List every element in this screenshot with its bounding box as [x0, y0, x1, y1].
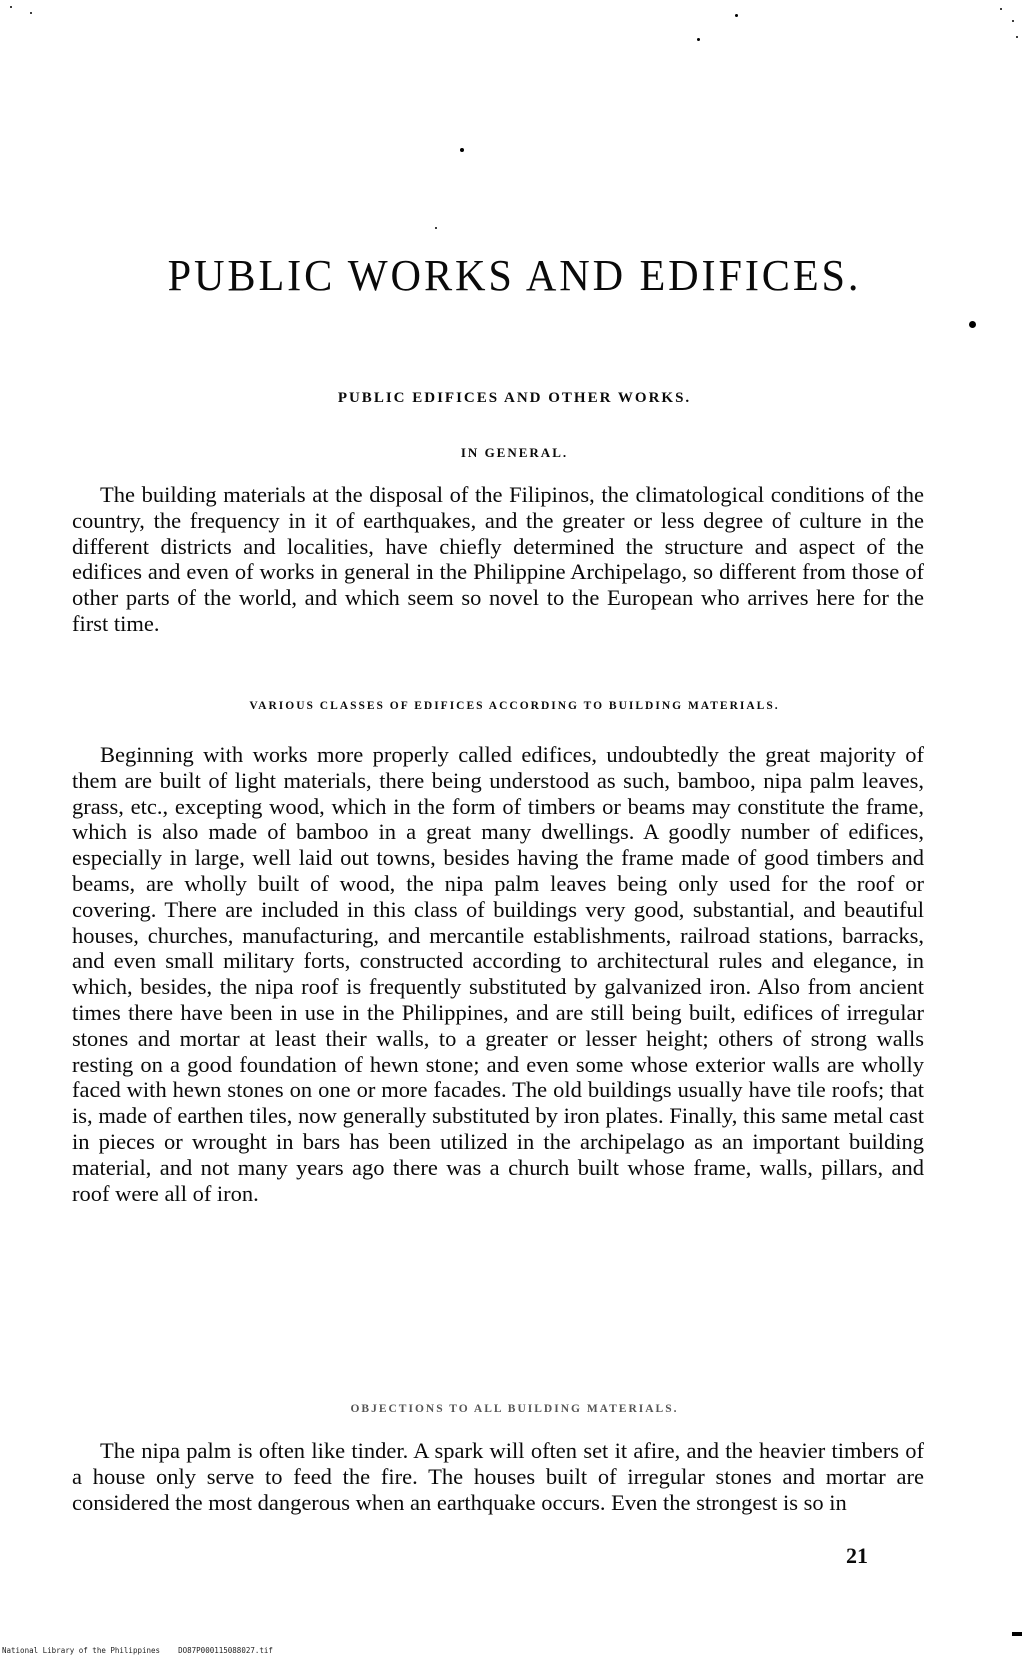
subheading-objections: OBJECTIONS TO ALL BUILDING MATERIALS. [350, 1403, 679, 1415]
scan-edge-mark [1012, 1632, 1022, 1636]
scan-speck [1016, 36, 1018, 38]
scan-speck [460, 148, 464, 152]
scan-speck [697, 38, 700, 41]
scan-speck [30, 12, 32, 14]
page-number: 21 [846, 1543, 868, 1568]
section-title: PUBLIC EDIFICES AND OTHER WORKS. [337, 390, 692, 406]
paragraph: The building materials at the disposal of the Filipinos, the climatological conditions of the country, the frequency in it of earthquakes, and the greater or less degree of culture in the different districts and localities, have chiefly determined the structure and aspect of the edifices and even of works in general in the Philippine Archipelago, so different from those of other parts of the world, and which seem so novel to the European who arrives here for the first time. [72, 482, 924, 636]
page-title: PUBLIC WORKS AND EDIFICES. [167, 251, 862, 300]
scan-speck [435, 227, 437, 229]
subheading-classes-of-edifices: VARIOUS CLASSES OF EDIFICES ACCORDING TO BUILDING MATERIALS. [249, 700, 780, 712]
scan-speck [10, 6, 12, 8]
scan-speck [1000, 8, 1002, 10]
paragraph: The nipa palm is often like tinder. A spark will often set it afire, and the heavier timbers of a house only serve to feed the fire. The houses built of irregular stones and mortar are considered the most dangerous when an earthquake occurs. Even the strongest is so in [72, 1438, 924, 1515]
subheading-in-general: IN GENERAL. [460, 445, 569, 460]
paragraph: Beginning with works more properly called edifices, undoubtedly the great majority of them are built of light materials, there being understood as such, bamboo, nipa palm leaves, grass, etc., excepting wood, which in the form of timbers or beams may constitute the frame, which is also made of bamboo in a great many dwellings. A goodly number of edifices, especially in large, well laid out towns, besides having the frame made of good timbers and beams, are wholly built of wood, the nipa palm leaves being only used for the roof or covering. There are included in this class of buildings very good, substantial, and beautiful houses, churches, manufacturing, and mercantile establishments, railroad stations, barracks, and even small military forts, constructed according to architectural rules and elegance, in which, besides, the nipa roof is frequently substituted by galvanized iron. Also from ancient times there have been in use in the Philippines, and are still being built, edifices of irregular stones and mortar at least their walls, to a greater or lesser height; others of strong walls resting on a good foundation of hewn stone; and even some whose exterior walls are wholly faced with hewn stones on one or more facades. The old buildings usually have tile roofs; that is, made of earthen tiles, now generally substituted by iron plates. Finally, this same metal cast in pieces or wrought in bars has been utilized in the archipelago as an important building material, and not many years ago there was a church built whose frame, walls, pillars, and roof were all of iron. [72, 742, 924, 1206]
scan-footer-note: National Library of the Philippines DO87P000115088027.tif [2, 1646, 273, 1655]
scan-speck [735, 14, 738, 17]
scan-speck [969, 321, 976, 328]
scan-speck [1012, 20, 1014, 22]
